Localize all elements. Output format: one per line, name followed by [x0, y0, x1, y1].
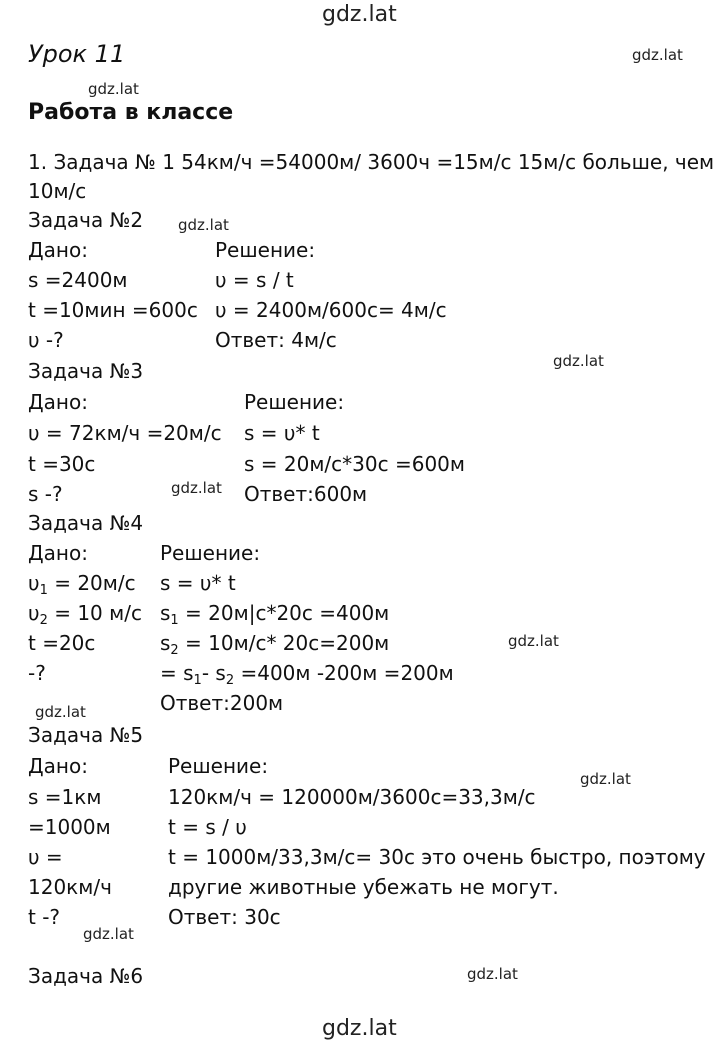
task4-solution-line: = $s_1-$ $s_2 =400м$ -200м =200м	[160, 661, 454, 688]
watermark: gdz.lat	[83, 925, 134, 943]
task5-answer: Ответ: 30с	[168, 905, 281, 929]
watermark: gdz.lat	[632, 46, 683, 64]
task4-given-line: $\upsilon_1 = 20м/с$	[28, 571, 136, 598]
task2-title: Задача №2	[28, 208, 144, 232]
task2-solution-line: υ = 2400м/600с= 4м/с	[215, 298, 447, 322]
watermark: gdz.lat	[178, 216, 229, 234]
task4-title: Задача №4	[28, 511, 144, 535]
task5-solution-line: другие животные убежать не могут.	[168, 875, 559, 899]
watermark: gdz.lat	[508, 632, 559, 650]
task5-given-line: =1000м	[28, 815, 111, 839]
watermark: gdz.lat	[467, 965, 518, 983]
task5-given-line: s =1км	[28, 785, 102, 809]
watermark-bottom: gdz.lat	[322, 1016, 397, 1041]
task3-given-line: t =30с	[28, 452, 96, 476]
task2-answer: Ответ: 4м/с	[215, 328, 337, 352]
task3-solution-line: s = 20м/с*30с =600м	[244, 452, 465, 476]
task3-given-label: Дано:	[28, 390, 88, 414]
task4-solution-line: s = υ* t	[160, 571, 236, 595]
task2-solution-line: υ = s / t	[215, 268, 294, 292]
task2-given-line: υ -?	[28, 328, 64, 352]
task5-solution-line: 120км/ч = 120000м/3600с=33,3м/с	[168, 785, 536, 809]
task4-given-label: Дано:	[28, 541, 88, 565]
task5-title: Задача №5	[28, 723, 144, 747]
watermark-top: gdz.lat	[322, 2, 397, 27]
task5-solution-line: t = 1000м/33,3м/с= 30с это очень быстро, поэтому	[168, 845, 706, 869]
lesson-title: Урок 11	[28, 40, 126, 68]
task2-solution-label: Решение:	[215, 238, 316, 262]
task4-answer: Ответ:200м	[160, 691, 284, 715]
task5-given-line: t -?	[28, 905, 61, 929]
watermark: gdz.lat	[88, 80, 139, 98]
watermark: gdz.lat	[553, 352, 604, 370]
task5-solution-line: t = s / υ	[168, 815, 247, 839]
task3-given-line: υ = 72км/ч =20м/с	[28, 421, 222, 445]
watermark: gdz.lat	[171, 479, 222, 497]
task4-solution-line: $s_1 = 20м|с*20с =400м$	[160, 601, 390, 628]
task4-given-line: $\upsilon_2 = 10$ м/с	[28, 601, 142, 628]
task4-given-line: -?	[28, 661, 46, 685]
watermark: gdz.lat	[35, 703, 86, 721]
task4-solution-label: Решение:	[160, 541, 261, 565]
task2-given-line: s =2400м	[28, 268, 128, 292]
task3-solution-label: Решение:	[244, 390, 345, 414]
task6-title: Задача №6	[28, 964, 144, 988]
task2-given-label: Дано:	[28, 238, 88, 262]
task4-solution-line: $s_2 = 10м/с*$ 20с=200м	[160, 631, 390, 658]
task3-title: Задача №3	[28, 359, 144, 383]
task5-given-line: υ =	[28, 845, 63, 869]
task1-line2: 10м/с	[28, 179, 87, 203]
task1-line1: 1. Задача № 1 54км/ч =54000м/ 3600ч =15м/с 15м/с больше, чем	[28, 150, 715, 174]
task3-answer: Ответ:600м	[244, 482, 368, 506]
task3-given-line: s -?	[28, 482, 63, 506]
task5-solution-label: Решение:	[168, 754, 269, 778]
task5-given-label: Дано:	[28, 754, 88, 778]
section-title: Работа в классе	[28, 100, 234, 125]
task3-solution-line: s = υ* t	[244, 421, 320, 445]
watermark: gdz.lat	[580, 770, 631, 788]
task4-given-line: t =20с	[28, 631, 96, 655]
task5-given-line: 120км/ч	[28, 875, 112, 899]
task2-given-line: t =10мин =600с	[28, 298, 198, 322]
